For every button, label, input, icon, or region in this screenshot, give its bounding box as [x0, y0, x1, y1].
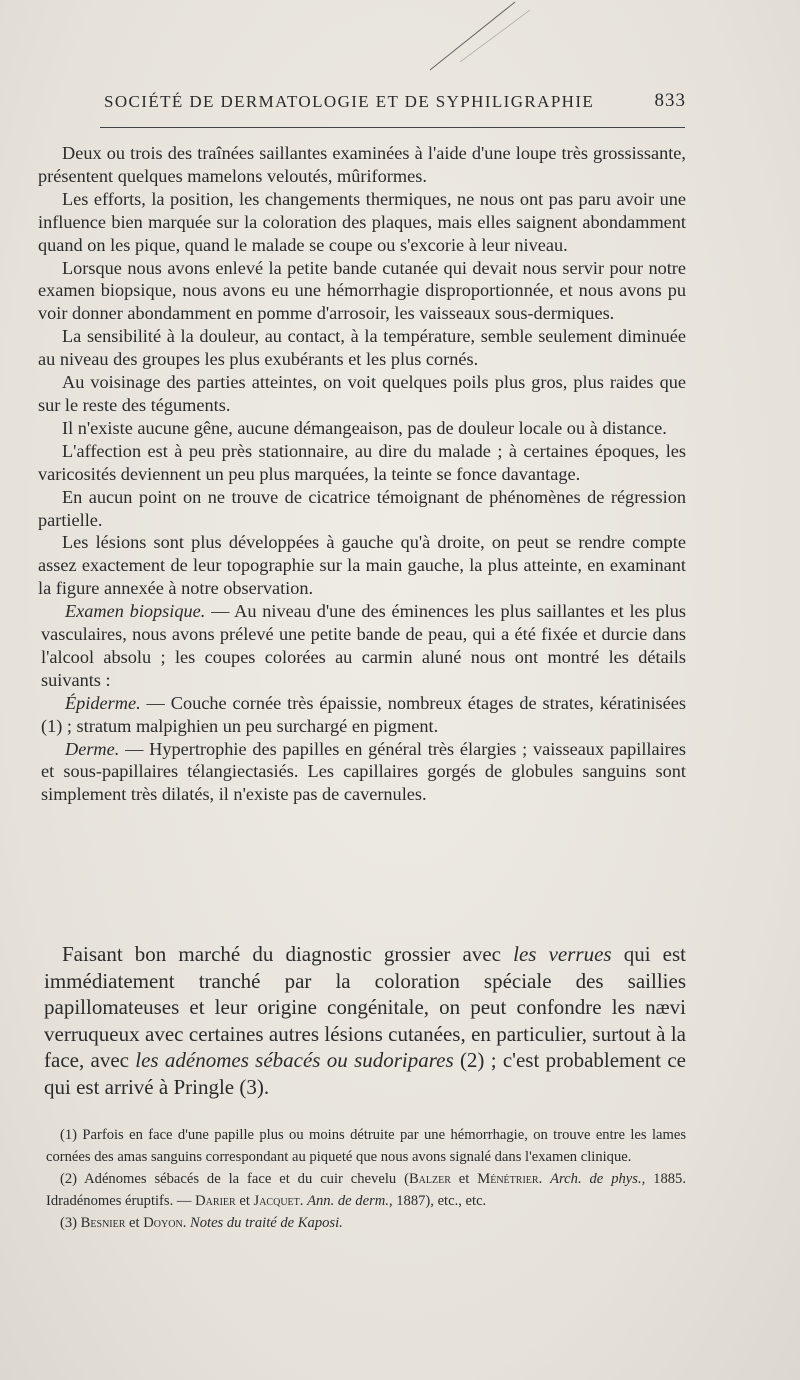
- book-title: Notes du traité de Kaposi.: [189, 1215, 343, 1231]
- derme-text: — Hypertrophie des papilles en général très élargies ; vaisseaux papillaires et sous-papillaires télangiectasiés. Les capillaires gorgés de globules sanguins sont simplement très dilatés, il n'existe pas de cavernules.: [41, 738, 686, 805]
- discussion-text: [44, 941, 686, 1101]
- text-run: .: [299, 1193, 308, 1209]
- paragraph: Les efforts, la position, les changements thermiques, ne nous ont pas paru avoir une influence bien marquée sur la coloration des plaques, mais elles saignent abondamment quand on les pique, quand le malade se coupe ou s'excorie à leur niveau.: [38, 188, 686, 255]
- text-run: et: [450, 1171, 478, 1187]
- author-name: Ménétrier: [477, 1171, 539, 1187]
- paragraph: En aucun point on ne trouve de cicatrice témoignant de phénomènes de régression partielle.: [38, 486, 686, 530]
- footnote-2: [46, 1168, 686, 1212]
- journal-title: Ann. de derm.: [307, 1193, 389, 1209]
- text-run: (2) Adénomes sébacés de la face et du cuir chevelu (: [60, 1171, 409, 1187]
- epiderme-label: Épiderme.: [65, 692, 141, 713]
- text-run: et: [235, 1193, 254, 1209]
- text-run: (2) ; c'est probablement ce qui est arrivé à Pringle (3).: [44, 1048, 686, 1099]
- running-header: [96, 88, 686, 118]
- author-name: Balzer: [408, 1171, 451, 1187]
- derme-label: Derme.: [65, 738, 120, 759]
- paragraph: Deux ou trois des traînées saillantes examinées à l'aide d'une loupe très grossissante, présentent quelques mamelons veloutés, mûriformes.: [38, 143, 686, 186]
- text-run: Faisant bon marché du diagnostic grossier avec: [62, 942, 514, 966]
- paragraph-discussion: [44, 941, 686, 1101]
- text-run: et: [125, 1215, 144, 1231]
- paragraph: Lorsque nous avons enlevé la petite bande cutanée qui devait nous servir pour notre examen biopsique, nous avons eu une hémorrhagie disproportionnée, et nous avons pu voir donner abondamment en pomme d'arrosoir, les vaisseaux sous-dermiques.: [38, 257, 686, 324]
- page-number: 833: [654, 90, 686, 111]
- author-name: Doyon: [143, 1215, 183, 1231]
- text-run: .: [538, 1171, 551, 1187]
- text-run: (3): [60, 1215, 81, 1231]
- paragraph-epiderme: [41, 692, 686, 738]
- text-run: , 1887), etc., etc.: [388, 1193, 487, 1209]
- journal-title: Arch. de phys.: [550, 1171, 642, 1187]
- footnote-1: (1) Parfois en face d'une papille plus ou moins détruite par une hémorrhagie, on trouve entre les lames cornées des amas sanguins correspondant au piqueté que nous avons signalé dans l'examen clinique.: [46, 1127, 686, 1165]
- italic-run: les adénomes sébacés ou sudoripares: [135, 1048, 454, 1073]
- author-name: Jacquet: [253, 1193, 300, 1209]
- epiderme-text: — Couche cornée très épaissie, nombreux étages de strates, kératinisées (1) ; stratum malpighien un peu surchargé en pigment.: [41, 692, 686, 736]
- author-name: Darier: [195, 1193, 236, 1209]
- text-run: qui est immédiatement tranché par la coloration spéciale des saillies papillomateuses et leur origine congénitale, on peut confondre les nævi verruqueux avec certaines autres lésions cutanées, en particulier, surtout à la face, avec: [44, 942, 686, 1073]
- paragraph: L'affection est à peu près stationnaire, au dire du malade ; à certaines époques, les varicosités deviennent un peu plus marquées, la teinte se fonce davantage.: [38, 440, 686, 484]
- paragraph-examen: [41, 600, 686, 692]
- examen-label: Examen biopsique.: [65, 601, 206, 622]
- paragraph: Au voisinage des parties atteintes, on voit quelques poils plus gros, plus raides que sur le reste des téguments.: [38, 372, 686, 415]
- stray-pencil-mark: [420, 0, 540, 80]
- italic-run: les verrues: [513, 942, 612, 966]
- running-title: SOCIÉTÉ DE DERMATOLOGIE ET DE SYPHILIGRAPHIE: [104, 92, 595, 111]
- header-rule: [100, 127, 685, 128]
- examen-text: — Au niveau d'une des éminences les plus saillantes et les plus vasculaires, nous avons prélevé une petite bande de peau, qui a été fixée et durcie dans l'alcool absolu ; les coupes colorées au carmin aluné nous ont montré les détails suivants :: [41, 601, 687, 690]
- paragraph: La sensibilité à la douleur, au contact, à la température, semble seulement diminuée au niveau des groupes les plus exubérants et les plus cornés.: [38, 326, 686, 370]
- paragraph: Il n'existe aucune gêne, aucune démangeaison, pas de douleur locale ou à distance.: [62, 417, 667, 438]
- text-run: , 1885. Idradénomes éruptifs. —: [46, 1171, 686, 1209]
- footnote-3: [46, 1212, 686, 1234]
- author-name: Besnier: [80, 1215, 126, 1231]
- text-run: .: [182, 1215, 190, 1231]
- main-text: [38, 142, 686, 806]
- paragraph-derme: [41, 738, 686, 807]
- paragraph: Les lésions sont plus développées à gauche qu'à droite, on peut se rendre compte assez exactement de leur topographie sur la main gauche, la plus atteinte, en examinant la figure annexée à notre observation.: [38, 532, 686, 599]
- footnotes: [46, 1124, 686, 1234]
